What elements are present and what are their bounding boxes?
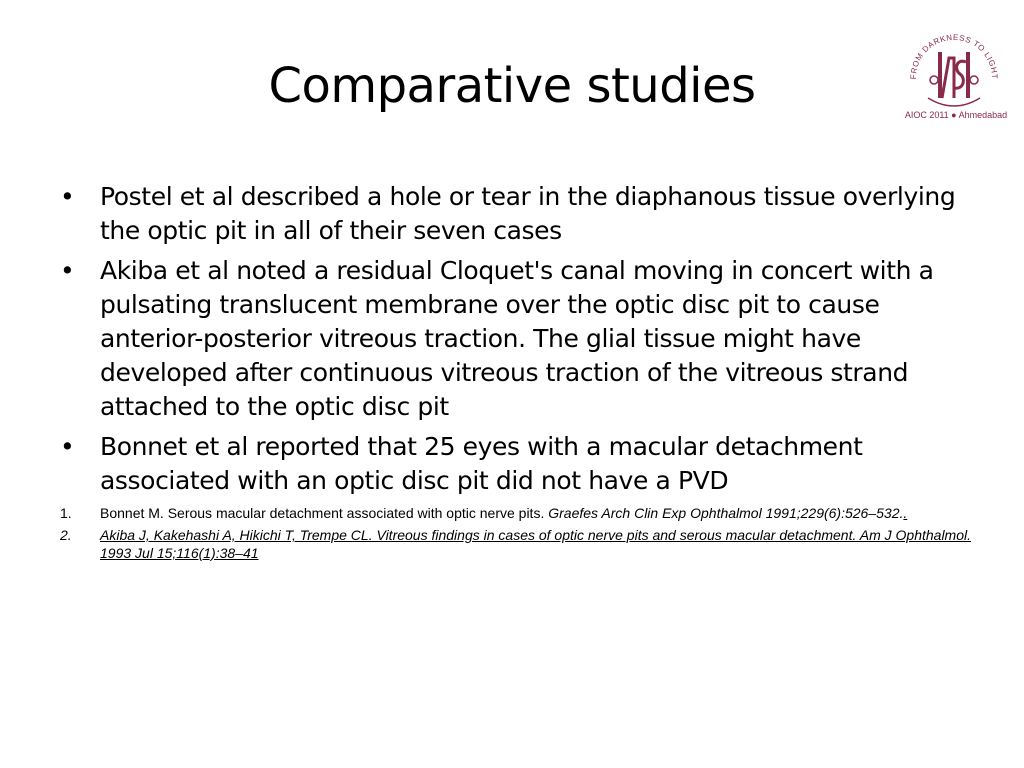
bullet-list <box>60 180 980 498</box>
reference-item <box>60 504 980 522</box>
bullet-text: Bonnet et al reported that 25 eyes with a macular detachment associated with an optic disc pit did not have a PVD <box>100 432 863 495</box>
reference-tail[interactable]: . <box>903 505 908 521</box>
reference-item <box>60 526 980 562</box>
bullet-item <box>60 254 980 424</box>
bullet-text: Akiba et al noted a residual Cloquet's canal moving in concert with a pulsating translucent membrane over the optic disc pit to cause anterior-posterior vitreous traction. The glial tissue might have developed after continuous vitreous traction of the vitreous strand attached to the optic disc pit <box>100 256 934 421</box>
bullet-icon: • <box>60 432 75 461</box>
bullet-icon: • <box>60 256 75 285</box>
logo-caption: AIOC 2011 ● Ahmedabad <box>904 110 1008 120</box>
reference-text: Bonnet M. Serous macular detachment associated with optic nerve pits. <box>100 505 549 521</box>
slide-title: Comparative studies <box>268 58 756 114</box>
bullet-icon: • <box>60 182 75 211</box>
bullet-text: Postel et al described a hole or tear in the diaphanous tissue overlying the optic pit in all of their seven cases <box>100 182 956 245</box>
reference-journal: Graefes Arch Clin Exp Ophthalmol 1991;229(6):526–532. <box>548 505 904 521</box>
bullet-item <box>60 430 980 498</box>
reference-link[interactable]: Akiba J, Kakehashi A, Hikichi T, Trempe CL. Vitreous findings in cases of optic nerve pits and serous macular detachment. Am J Ophthalmol. 1993 Jul 15;116(1):38–41 <box>100 527 972 561</box>
bullet-item <box>60 180 980 248</box>
reference-number: 2. <box>60 527 72 543</box>
slide-body <box>60 180 980 566</box>
reference-number: 1. <box>60 505 72 521</box>
reference-list <box>60 504 980 562</box>
logo-arc-text: FROM DARKNESS TO LIGHT <box>908 32 1000 80</box>
